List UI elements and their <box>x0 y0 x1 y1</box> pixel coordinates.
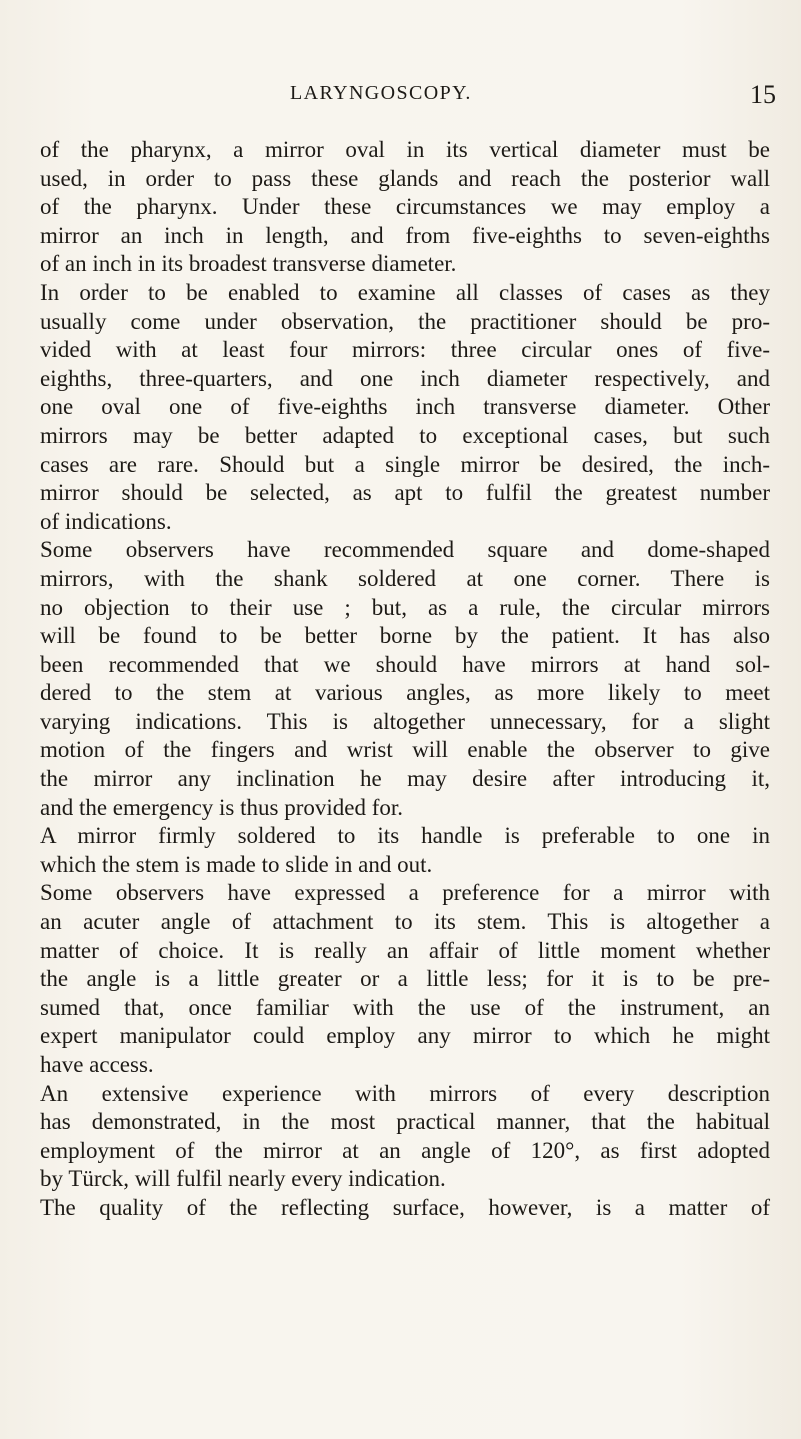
text-line: of the pharynx, a mirror oval in its vertical diameter must be <box>40 137 770 162</box>
body-text <box>40 136 770 1223</box>
text-line: matter of choice. It is really an affair of little moment whether <box>40 937 770 963</box>
text-line: A mirror firmly soldered to its handle is preferable to one in <box>40 823 770 849</box>
text-line: Some observers have recommended square and dome-shaped <box>40 537 770 563</box>
text-line: mirror an inch in length, and from five-eighths to seven-eighths <box>40 222 770 248</box>
running-head: LARYNGOSCOPY. <box>290 82 472 104</box>
text-line: expert manipulator could employ any mirror to which he might <box>40 1023 770 1049</box>
paragraph-1 <box>40 136 770 279</box>
text-line: been recommended that we should have mirrors at hand sol- <box>40 651 770 677</box>
text-line: eighths, three-quarters, and one inch diameter respectively, and <box>40 365 770 391</box>
paragraph-5 <box>40 879 770 1079</box>
text-line: one oval one of five-eighths inch transverse diameter. Other <box>40 394 770 420</box>
text-line: cases are rare. Should but a single mirror be desired, the inch- <box>40 451 770 477</box>
text-line: The quality of the reflecting surface, however, is a matter of <box>40 1194 770 1220</box>
page-header <box>40 80 798 120</box>
text-line: usually come under observation, the practitioner should be pro- <box>40 308 770 334</box>
text-line: An extensive experience with mirrors of every description <box>40 1080 770 1106</box>
text-line: of indications. <box>40 508 172 534</box>
text-line: an acuter angle of attachment to its stem. This is altogether a <box>40 909 770 935</box>
text-line: used, in order to pass these glands and reach the posterior wall <box>40 165 770 191</box>
page-number: 15 <box>750 80 776 109</box>
text-line: sumed that, once familiar with the use of the instrument, an <box>40 994 770 1020</box>
paragraph-4 <box>40 822 770 879</box>
paragraph-6 <box>40 1080 770 1194</box>
paragraph-2 <box>40 279 770 536</box>
text-line: varying indications. This is altogether unnecessary, for a slight <box>40 708 770 734</box>
text-line: which the stem is made to slide in and out. <box>40 851 433 877</box>
text-line: have access. <box>40 1052 154 1077</box>
text-line: has demonstrated, in the most practical manner, that the habitual <box>40 1109 770 1135</box>
text-line: of an inch in its broadest transverse diameter. <box>40 251 457 277</box>
paragraph-3 <box>40 536 770 822</box>
text-line: the mirror any inclination he may desire after introducing it, <box>40 766 770 792</box>
text-line: Some observers have expressed a preference for a mirror with <box>40 880 770 906</box>
text-line: and the emergency is thus provided for. <box>40 794 404 820</box>
text-line: no objection to their use ; but, as a rule, the circular mirrors <box>40 594 770 620</box>
text-line: employment of the mirror at an angle of 120°, as first adopted <box>40 1137 770 1163</box>
text-line: will be found to be better borne by the patient. It has also <box>40 623 770 649</box>
text-line: mirrors may be better adapted to exceptional cases, but such <box>40 422 770 448</box>
text-line: mirrors, with the shank soldered at one corner. There is <box>40 565 770 591</box>
text-line: of the pharynx. Under these circumstances we may employ a <box>40 194 770 220</box>
text-line: dered to the stem at various angles, as more likely to meet <box>40 680 770 706</box>
text-line: In order to be enabled to examine all classes of cases as they <box>40 279 770 305</box>
text-line: mirror should be selected, as apt to fulfil the greatest number <box>40 480 770 506</box>
text-line: by Türck, will fulfil nearly every indication. <box>40 1166 446 1192</box>
text-line: the angle is a little greater or a little less; for it is to be pre- <box>40 966 770 992</box>
text-line: vided with at least four mirrors: three circular ones of five- <box>40 337 770 363</box>
text-line: motion of the fingers and wrist will enable the observer to give <box>40 737 770 763</box>
paragraph-7 <box>40 1194 770 1223</box>
